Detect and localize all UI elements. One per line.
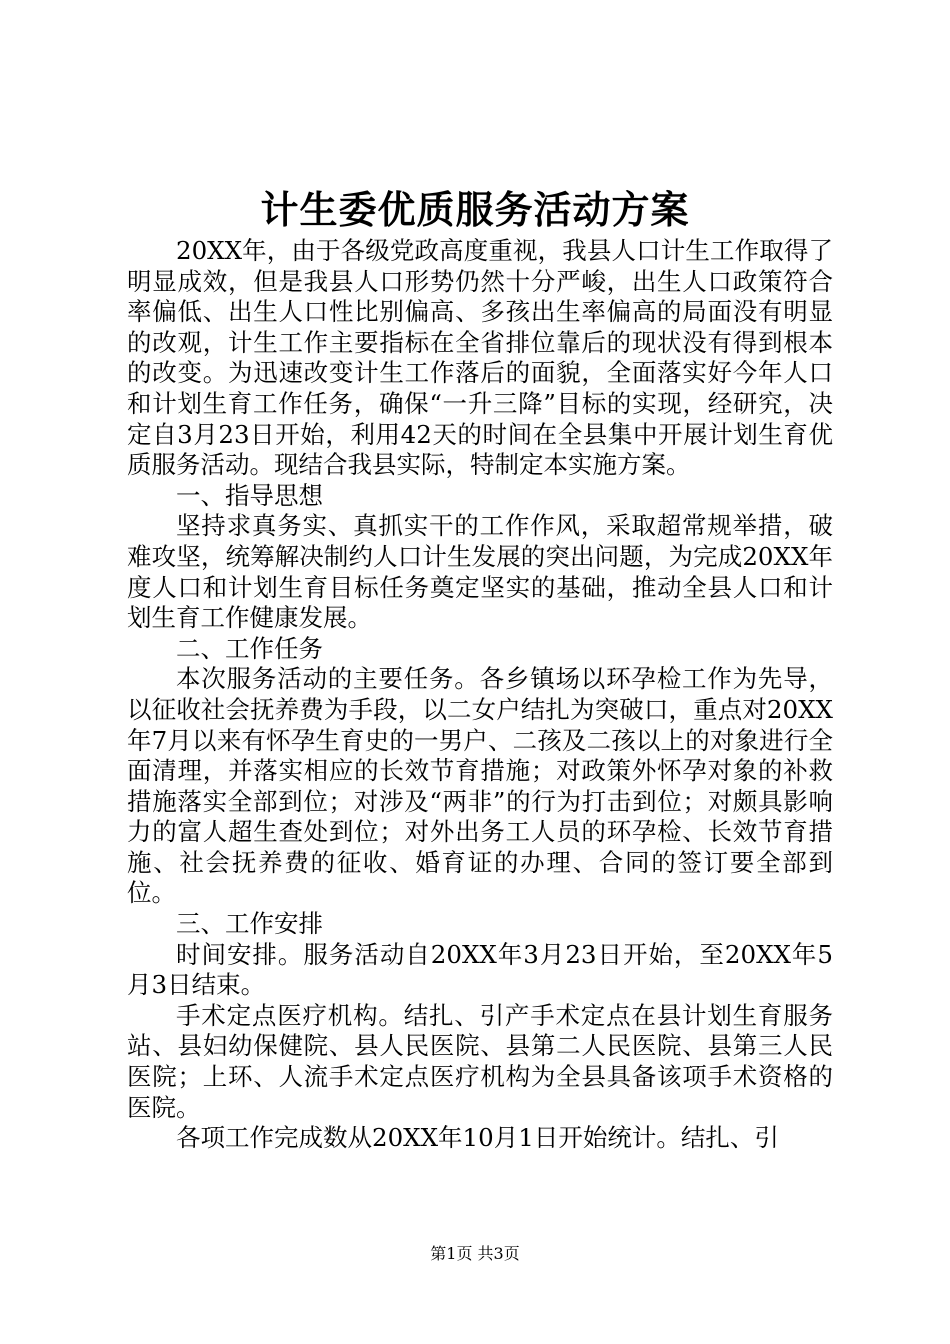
paragraph-statistics: 各项工作完成数从20XX年10月1日开始统计。结扎、引 [176, 1123, 779, 1153]
paragraph-time-arrangement: 时间安排。服务活动自20XX年3月23日开始，至20XX年5月3日结束。 [127, 939, 833, 1000]
paragraph-surgery-institutions: 手术定点医疗机构。结扎、引产手术定点在县计划生育服务站、县妇幼保健院、县人民医院、县第二人民医院、县第三人民医院；上环、人流手术定点医疗机构为全县具备该项手术资格的医院。 [127, 1000, 833, 1122]
paragraph-work-tasks: 本次服务活动的主要任务。各乡镇场以环孕检工作为先导，以征收社会抚养费为手段，以二女户结扎为突破口，重点对20XX年7月以来有怀孕生育史的一男户、二孩及二孩以上的对象进行全面清理，并落实相应的长效节育措施；对政策外怀孕对象的补救措施落实全部到位；对涉及“两非”的行为打击到位；对颇具影响力的富人超生查处到位；对外出务工人员的环孕检、长效节育措施、社会抚养费的征收、婚育证的办理、合同的签订要全部到位。 [127, 664, 833, 908]
section-heading-work-arrangement: 三、工作安排 [176, 909, 323, 939]
page-footer: 第1页 共3页 [430, 1244, 520, 1263]
section-heading-guiding-thought: 一、指导思想 [176, 480, 323, 510]
document-body [127, 236, 833, 1154]
paragraph-guiding-thought: 坚持求真务实、真抓实干的工作作风，采取超常规举措，破难攻坚，统筹解决制约人口计生发展的突出问题，为完成20XX年度人口和计划生育目标任务奠定坚实的基础，推动全县人口和计划生育工作健康发展。 [127, 511, 833, 633]
paragraph-intro: 20XX年，由于各级党政高度重视，我县人口计生工作取得了明显成效，但是我县人口形势仍然十分严峻，出生人口政策符合率偏低、出生人口性比别偏高、多孩出生率偏高的局面没有明显的改观，计生工作主要指标在全省排位靠后的现状没有得到根本的改变。为迅速改变计生工作落后的面貌，全面落实好今年人口和计划生育工作任务，确保“一升三降”目标的实现，经研究，决定自3月23日开始，利用42天的时间在全县集中开展计划生育优质服务活动。现结合我县实际，特制定本实施方案。 [127, 236, 833, 480]
document-title: 计生委优质服务活动方案 [260, 187, 690, 232]
section-heading-work-tasks: 二、工作任务 [176, 633, 323, 663]
